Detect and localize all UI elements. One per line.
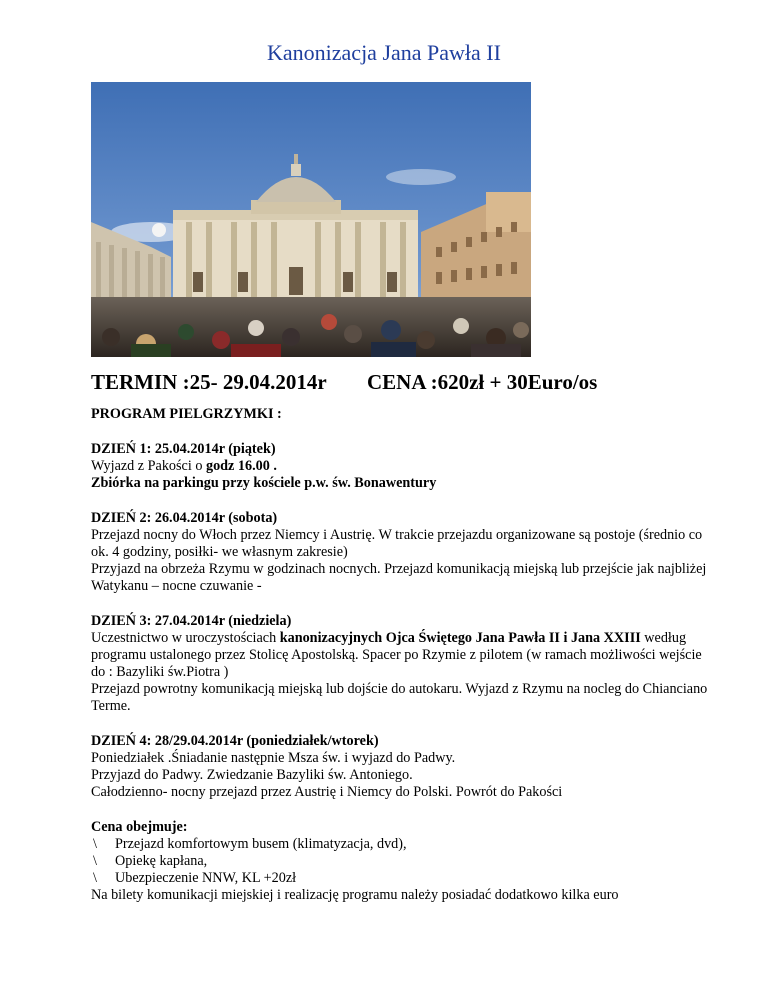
day4-line1: Poniedziałek .Śniadanie następnie Msza św. i wyjazd do Padwy. — [91, 750, 456, 766]
price-includes-item-label: Ubezpieczenie NNW, KL +20zł — [115, 870, 297, 886]
day1-meeting-point: Zbiórka na parkingu przy kościele p.w. św. Bonawentury — [91, 475, 437, 491]
day3-text-bold: kanonizacyjnych Ojca Świętego Jana Pawła II i Jana XXIII — [279, 630, 641, 646]
day2-heading: DZIEŃ 2: 26.04.2014r (sobota) — [91, 510, 278, 526]
termin-heading: TERMIN :25- 29.04.2014r — [91, 370, 327, 394]
day1-heading: DZIEŃ 1: 25.04.2014r (piątek) — [91, 441, 276, 457]
bullet-icon: \ — [93, 870, 97, 886]
day1-line1-text: Wyjazd z Pakości o — [91, 458, 206, 474]
price-includes-item-label: Przejazd komfortowym busem (klimatyzacja, dvd), — [115, 836, 407, 852]
price-includes-item — [91, 836, 711, 853]
day2-text2: Przyjazd na obrzeża Rzymu w godzinach nocnych. Przejazd komunikacją miejską lub przejście jak najbliżej Watykanu – nocne czuwanie - — [91, 561, 707, 594]
price-includes-heading: Cena obejmuje: — [91, 819, 188, 835]
day3-text — [91, 630, 711, 681]
price-includes-note: Na bilety komunikacji miejskiej i realizację programu należy posiadać dodatkowo kilka euro — [91, 887, 619, 903]
program-heading: PROGRAM PIELGRZYMKI : — [91, 406, 282, 422]
price-includes-item — [91, 870, 711, 887]
day3-text-post: według programu ustalonego przez Stolicę Apostolską. Spacer po Rzymie z pilotem (w ramach możliwości wejście do : Bazyliki św.Piotra ) — [91, 630, 702, 680]
day3-heading: DZIEŃ 3: 27.04.2014r (niedziela) — [91, 613, 292, 629]
day4-line2: Przyjazd do Padwy. Zwiedzanie Bazyliki św. Antoniego. — [91, 767, 413, 783]
day4-line3: Całodzienno- nocny przejazd przez Austrię i Niemcy do Polski. Powrót do Pakości — [91, 784, 563, 800]
st-peters-square-photo — [91, 82, 531, 357]
day2-text: Przejazd nocny do Włoch przez Niemcy i Austrię. W trakcie przejazdu organizowane są postoje (średnio co ok. 4 godziny, posiłki- we własnym zakresie) — [91, 527, 703, 560]
program-body — [91, 406, 711, 904]
price-includes-item — [91, 853, 711, 870]
day4-heading: DZIEŃ 4: 28/29.04.2014r (poniedziałek/wtorek) — [91, 733, 379, 749]
document-title: Kanonizacja Jana Pawła II — [267, 40, 501, 65]
price-includes-item-label: Opiekę kapłana, — [115, 853, 208, 869]
day1-time: godz 16.00 . — [205, 458, 277, 474]
bullet-icon: \ — [93, 853, 97, 869]
day1-line1 — [91, 458, 711, 475]
price-heading: CENA :620zł + 30Euro/os — [367, 370, 598, 394]
day3-text-pre: Uczestnictwo w uroczystościach — [91, 630, 280, 646]
day3-text2: Przejazd powrotny komunikacją miejską lub dojście do autokaru. Wyjazd z Rzymu na nocleg do Chianciano Terme. — [91, 681, 708, 714]
bullet-icon: \ — [93, 836, 97, 852]
